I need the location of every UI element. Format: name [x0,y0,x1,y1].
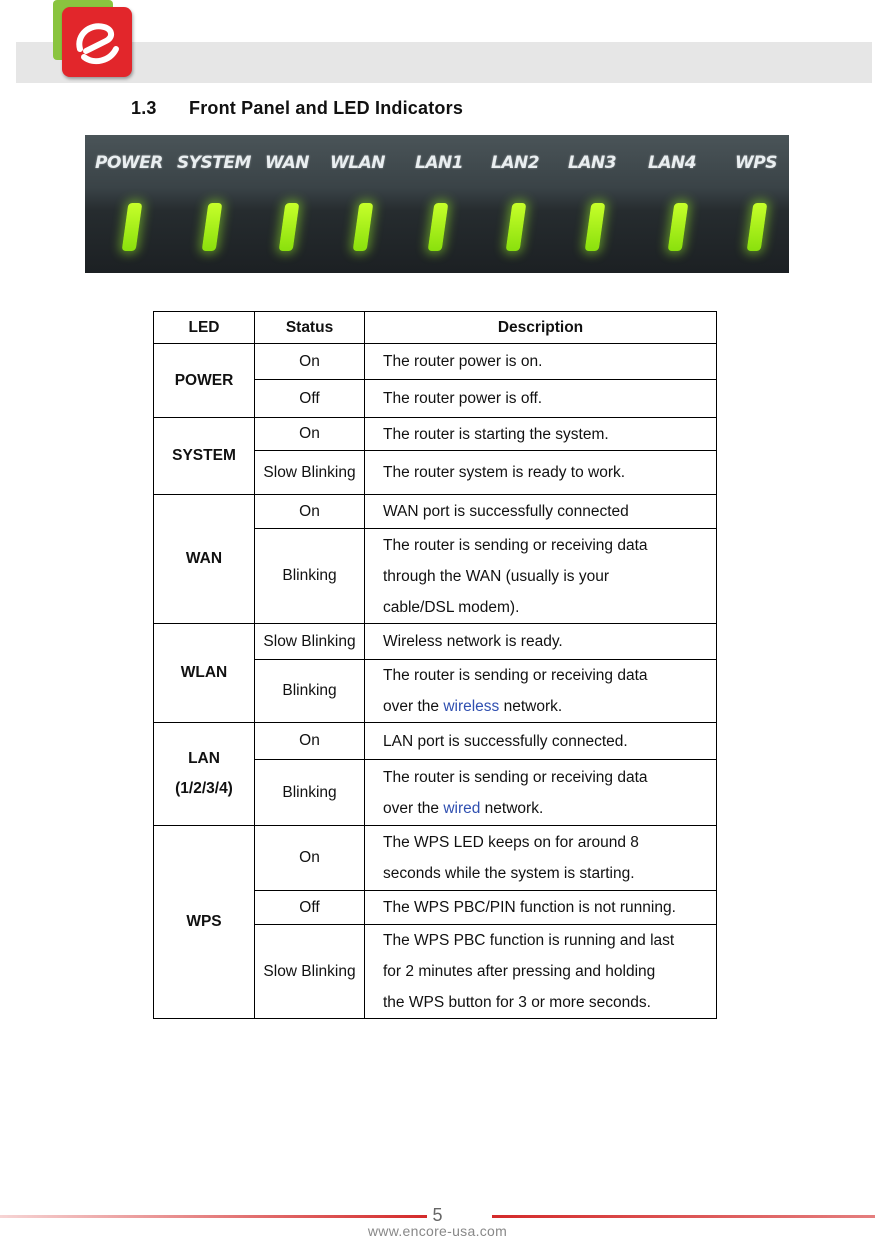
status-cell: On [255,495,365,529]
description-line: seconds while the system is starting. [383,865,635,882]
description-line [383,691,716,722]
description-cell: The router power is on. [365,344,717,380]
led-wlan [353,203,374,251]
led-name-wan: WAN [154,495,255,624]
panel-label-lan2: LAN2 [491,153,540,173]
description-cell [365,660,717,723]
table-row [154,495,717,529]
description-text: network. [499,698,563,715]
status-cell: Slow Blinking [255,451,365,495]
section-title [131,98,463,119]
page-number: 5 [432,1205,443,1225]
description-line: the WPS button for 3 or more seconds. [383,994,651,1011]
panel-label-wan: WAN [265,153,310,173]
led-lan4 [668,203,689,251]
description-line: The WPS LED keeps on for around 8 [383,834,639,851]
led-name-power: POWER [154,344,255,418]
table-row [154,723,717,760]
panel-label-lan4: LAN4 [648,153,697,173]
description-line: for 2 minutes after pressing and holding [383,963,656,980]
status-cell: On [255,723,365,760]
panel-label-lan3: LAN3 [568,153,617,173]
led-name-lan-line: LAN [188,750,220,767]
panel-label-lan1: LAN1 [415,153,464,173]
table-row [154,418,717,451]
description-text: over the [383,698,444,715]
highlight-wired: wired [443,799,481,817]
header-band [16,42,872,83]
led-system [202,203,223,251]
led-name-lan [154,723,255,826]
description-text: over the [383,799,444,817]
table-header-row [154,312,717,344]
description-line: The router is sending or receiving data [383,536,648,554]
description-line: cable/DSL modem). [383,598,520,616]
description-cell: The router system is ready to work. [365,451,717,495]
description-cell: The WPS PBC/PIN function is not running. [365,891,717,925]
header-description: Description [365,312,717,344]
led-wan [279,203,300,251]
led-power [122,203,143,251]
status-cell: Off [255,891,365,925]
description-cell: The router is starting the system. [365,418,717,451]
led-lan1 [428,203,449,251]
led-indicator-table [153,311,717,1019]
highlight-wireless: wireless [443,698,500,715]
status-cell: On [255,826,365,891]
encore-logo [62,7,132,77]
description-text: network. [480,799,544,817]
description-line: The router is sending or receiving data [383,768,648,786]
description-cell: The router power is off. [365,380,717,418]
description-line [383,793,716,824]
description-line: The WPS PBC function is running and last [383,932,675,949]
led-lan2 [506,203,527,251]
description-cell: WAN port is successfully connected [365,495,717,529]
status-cell: Blinking [255,529,365,624]
status-cell: On [255,344,365,380]
table-row [154,344,717,380]
status-cell: Blinking [255,760,365,826]
description-cell [365,925,717,1019]
panel-label-wlan: WLAN [330,153,385,173]
panel-label-power: POWER [95,153,163,173]
description-cell [365,760,717,826]
status-cell: Blinking [255,660,365,723]
led-name-lan-ports: (1/2/3/4) [175,780,233,797]
panel-label-wps: WPS [735,153,777,173]
encore-e-icon [62,7,132,77]
front-panel-photo [85,135,789,273]
led-name-wlan: WLAN [154,624,255,723]
description-cell [365,529,717,624]
led-name-wps: WPS [154,826,255,1019]
led-lan3 [585,203,606,251]
description-line: through the WAN (usually is your [383,567,609,585]
status-cell: Off [255,380,365,418]
header-led: LED [154,312,255,344]
description-cell: LAN port is successfully connected. [365,723,717,760]
section-heading: Front Panel and LED Indicators [189,98,464,118]
description-cell: Wireless network is ready. [365,624,717,660]
led-name-system: SYSTEM [154,418,255,495]
table-row [154,826,717,891]
section-number: 1.3 [131,98,157,118]
description-line: The router is sending or receiving data [383,667,648,684]
panel-labels [85,153,789,189]
led-wps [747,203,768,251]
status-cell: Slow Blinking [255,624,365,660]
status-cell: On [255,418,365,451]
panel-label-system: SYSTEM [177,153,251,173]
table-row [154,624,717,660]
footer-url: www.encore-usa.com [367,1223,508,1239]
description-cell [365,826,717,891]
header-status: Status [255,312,365,344]
status-cell: Slow Blinking [255,925,365,1019]
